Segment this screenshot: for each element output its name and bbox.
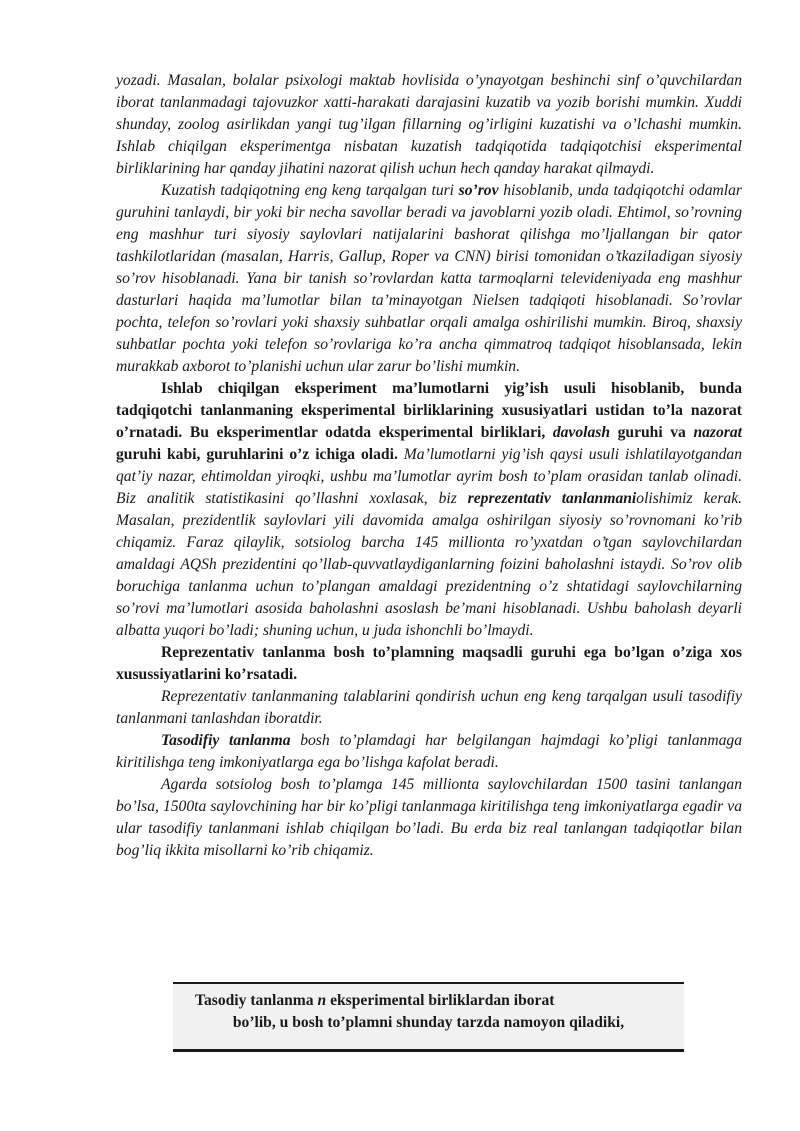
paragraph-sociologist-example: Agarda sotsiolog bosh to’plamga 145 millionta saylovchilardan 1500 tasini tanlangan bo’lsa, 1500ta saylovchining har bir ko’pligi tanlanmaga kiritilishga teng imkoniyatlarga egadir va ular tasodifiy tanlanmani ishlab chiqilgan bo’ladi. Bu erda biz real tanlangan tadqiqotlar bilan bog’liq ikkita misollarni ko’rib chiqamiz. xyxy=(116,776,742,859)
term-survey: so’rov xyxy=(458,182,499,199)
definition-line-2: bo’lib, u bosh to’plamni shunday tarzda namoyon qiladiki, xyxy=(232,1014,625,1031)
sampling-text: Ma’lumotlarni yig’ish qaysi usuli ishlatilayotgandan qat’iy nazar, ehtimoldan yiroqki, ushbu ma’lumotlar ayrim bosh to’plam orasidan tanlab olinadi. Biz analitik statistikasini qo’llashni xoxlasak, biz xyxy=(116,446,742,507)
experiment-definition-text: Ishlab chiqilgan eksperiment ma’lumotlarni yig’ish usuli hisoblanib, bunda tadqiqotchi tanlanmaning eksperimental birliklarining xususiyatlari ustidan to’la nazorat o’rnatadi. Bu eksperimentlar odatda eksperimental birliklari, xyxy=(116,380,742,441)
paragraph-random-method: Reprezentativ tanlanmaning talablarini qondirish uchun eng keng tarqalgan usuli tasodifiy tanlanmani tanlashdan iboratdir. xyxy=(116,688,742,727)
survey-body-text: hisoblanib, unda tadqiqotchi odamlar guruhini tanlaydi, bir yoki bir necha savollar beradi va javoblarni yozib oladi. Ehtimol, so’rovning eng mashhur turi siyosiy saylovlari natijalarini bashorat qilishga mo’ljallangan bir qator tashkilotlaridan (masalan, Harris, Gallup, Roper va CNN) birisi tomonidan o’tkaziladigan siyosiy so’rov hisoblanadi. Yana bir tanish so’rovlardan katta tarmoqlarni televideniyada eng mashhur dasturlari haqida ma’lumotlar bilan ta’minayotgan Nielsen tadqiqoti hisoblanadi. So’rovlar pochta, telefon so’rovlari yoki shaxsiy suhbatlar orqali amalga oshirilishi mumkin. Biroq, shaxsiy suhbatlar pochta yoki telefon so’rovlariga ko’ra ancha qimmatroq tadqiqot hisoblansada, lekin murakkab axborot to’planishi uchun ular zarur bo’lishi mumkin. xyxy=(116,182,742,375)
paragraph-representative-definition: Reprezentativ tanlanma bosh to’plamning maqsadli guruhi ega bo’lgan o’ziga xos xusussiyatlarini ko’rsatadi. xyxy=(116,644,742,683)
term-representative-sample: reprezentativ tanlanmani xyxy=(467,490,637,507)
term-control: nazorat xyxy=(693,424,742,441)
random-sample-text: bosh to’plamdagi har belgilangan hajmdagi ko’pligi tanlanmaga kiritilishga teng imkoniyatlarga ega bo’lishga kafolat beradi. xyxy=(116,732,742,771)
poll-example-text: olishimiz kerak. Masalan, prezidentlik saylovlari yili davomida amalga oshirilgan siyosiy so’rovnomani ko’rib chiqamiz. Faraz qilaylik, sotsiolog barcha 145 millionta ro’yxatdan o’tgan saylovchilardan amaldagi AQSh prezidentini qo’llab-quvvatlaydiganlarning foizini baholashni istaydi. So’rov olib boruchiga tanlanma uchun to’plangan amaldagi prezidentning o’z shtatidagi saylovchilarning so’rovi ma’lumotlari asosida baholashni asoslash be’mani hisoblanadi. Ushbu baholash deyarli albatta yuqori bo’ladi; shuning uchun, u juda ishonchli bo’lmaydi. xyxy=(116,490,743,639)
definition-box xyxy=(173,982,684,1052)
definition-text-b: eksperimental birliklardan iborat xyxy=(326,992,555,1009)
survey-lead-text: Kuzatish tadqiqotning eng keng tarqalgan turi xyxy=(161,182,459,199)
definition-text-a: Tasodiy tanlanma xyxy=(195,992,318,1009)
term-random-sample: Tasodifiy tanlanma xyxy=(161,732,291,749)
definition-variable-n: n xyxy=(317,992,327,1009)
paragraph-designed-experiment xyxy=(116,378,742,642)
experiment-group-text: guruhi va xyxy=(610,424,694,441)
paragraph-survey xyxy=(116,180,742,378)
paragraph-observation-intro: yozadi. Masalan, bolalar psixologi maktab hovlisida o’ynayotgan beshinchi sinf o’quvchilardan iborat tanlanmadagi tajovuzkor xatti-harakati darajasini kuzatib va yozib borishi mumkin. Xuddi shunday, zoolog asirlikdan yangi tug’ilgan fillarning og’irligini kuzatishi va o’lchashi mumkin. Ishlab chiqilgan eksperimentga nisbatan kuzatish tadqiqotida tadqiqotchisi eksperimental birliklarining har qanday jihatini nazorat qilish uchun hech qanday harakat qilmaydi. xyxy=(116,72,742,177)
paragraph-random-sample xyxy=(116,730,742,774)
definition-line-1 xyxy=(195,990,662,1012)
experiment-groups-end-text: guruhi kabi, guruhlarini o’z ichiga oladi. xyxy=(116,446,398,463)
term-treatment: davolash xyxy=(552,424,611,441)
document-body xyxy=(116,70,742,862)
